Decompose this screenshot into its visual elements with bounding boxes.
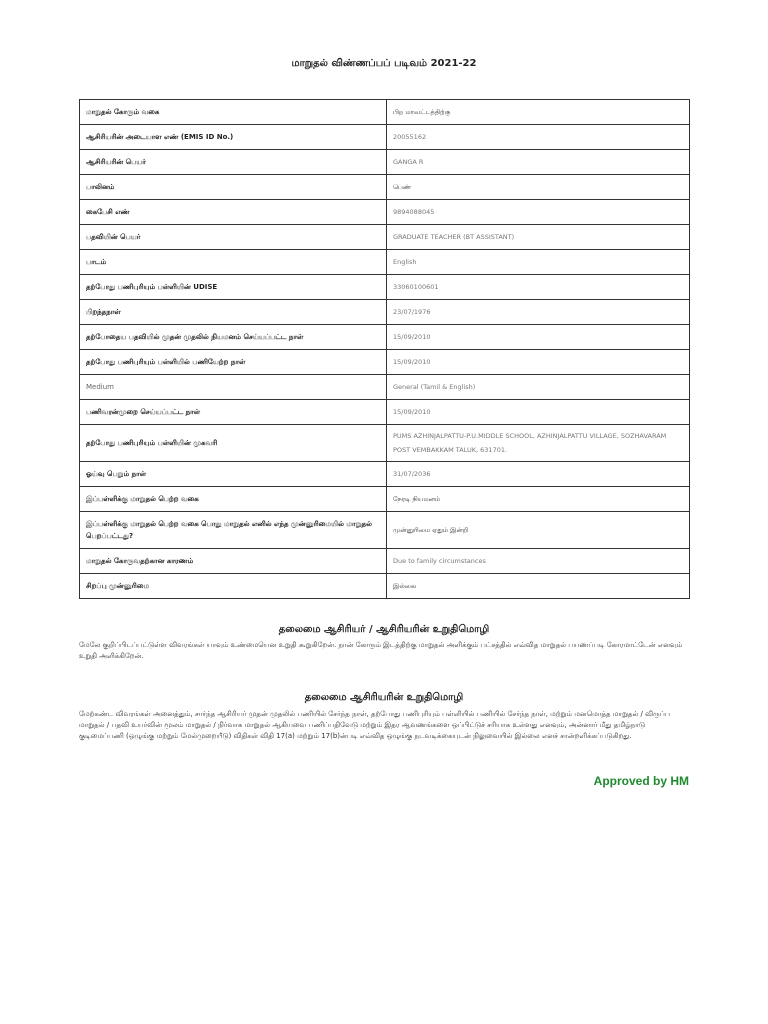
row-value: 23/07/1976 bbox=[387, 300, 690, 325]
row-value: 15/09/2010 bbox=[387, 325, 690, 350]
row-value: 15/09/2010 bbox=[387, 350, 690, 375]
table-row bbox=[80, 462, 690, 487]
row-label: மாறுதல் கோரும் வகை bbox=[80, 100, 387, 125]
row-label: பாடம் bbox=[80, 250, 387, 275]
table-row bbox=[80, 275, 690, 300]
row-value: 31/07/2036 bbox=[387, 462, 690, 487]
row-label: ஓய்வு பெறும் நாள் bbox=[80, 462, 387, 487]
row-value: GANGA R bbox=[387, 150, 690, 175]
row-value: English bbox=[387, 250, 690, 275]
row-value: நேரடி நியமனம் bbox=[387, 487, 690, 512]
row-value: General (Tamil & English) bbox=[387, 375, 690, 400]
table-row bbox=[80, 225, 690, 250]
table-row bbox=[80, 375, 690, 400]
row-label: தற்போது பணிபுரியும் பள்ளியின் UDISE bbox=[80, 275, 387, 300]
table-row bbox=[80, 487, 690, 512]
row-label: பதவியின் பெயர் bbox=[80, 225, 387, 250]
row-value: 9894088045 bbox=[387, 200, 690, 225]
page-title: மாறுதல் விண்ணப்பப் படிவம் 2021-22 bbox=[291, 58, 477, 69]
table-row bbox=[80, 425, 690, 462]
table-row bbox=[80, 350, 690, 375]
row-label: மாறுதல் கோருவதற்கான காரணம் bbox=[80, 549, 387, 574]
row-label: பிறந்தநாள் bbox=[80, 300, 387, 325]
table-row bbox=[80, 574, 690, 599]
table-row bbox=[80, 400, 690, 425]
row-label: Medium bbox=[80, 375, 387, 400]
approval-status: Approved by HM bbox=[593, 774, 689, 788]
table-row bbox=[80, 175, 690, 200]
table-row bbox=[80, 150, 690, 175]
row-label: தற்போது பணிபுரியும் பள்ளியின் முகவரி bbox=[80, 425, 387, 462]
table-row bbox=[80, 325, 690, 350]
row-label: ஆசிரியரின் பெயர் bbox=[80, 150, 387, 175]
table-row bbox=[80, 100, 690, 125]
row-label: சிறப்பு முன்னுரிமை bbox=[80, 574, 387, 599]
row-value: 20055162 bbox=[387, 125, 690, 150]
row-label: இப்பள்ளிக்கு மாறுதல் பெற்ற வகை பொது மாறுதல் எனில் எந்த முன்னுரிமையில் மாறுதல் பெறப்பட்டது? bbox=[80, 512, 387, 549]
row-value: PUMS AZHINJALPATTU-P.U.MIDDLE SCHOOL, AZHINJALPATTU VILLAGE, SOZHAVARAM POST VEMBAKKAM TALUK, 631701. bbox=[387, 425, 690, 462]
hm-declaration-text: மேற்கண்ட விவரங்கள் அனைத்தும், சார்ந்த ஆசிரியர் முதன் முதலில் பணியில் சேர்ந்த நாள், தற்போது பணிபுரியும் பள்ளியில் பணியில் சேர்ந்த நாள், மற்றும் மனமொத்த மாறுதல் / விருப்ப மாறுதல் / பதவி உயர்வின் மூலம் மாறுதல் / நிர்வாக மாறுதல் ஆகியவை பணிப்பதிவேடு மற்றும் இதர ஆவணங்களை ஒப்பிட்டுச் சரியாக உள்ளது எனவும், அன்னார் மீது தமிழ்நாடு குடிமைப்பணி (ஒழுங்கு மற்றும் மேல்முறையீடு) விதிகள் விதி 17(a) மற்றும் 17(b)ன்படி எவ்வித ஒழுங்கு நடவடிக்கையுடன் நிலுவையில் இல்லை எனச் சான்றளிக்கப்படுகிறது. bbox=[79, 710, 670, 740]
row-value: 33060100601 bbox=[387, 275, 690, 300]
teacher-declaration-heading: தலைமை ஆசிரியர் / ஆசிரியரின் உறுதிமொழி bbox=[278, 624, 490, 635]
row-value: 15/09/2010 bbox=[387, 400, 690, 425]
row-label: கைபேசி எண் bbox=[80, 200, 387, 225]
row-label: ஆசிரியரின் அடையாள எண் (EMIS ID No.) bbox=[80, 125, 387, 150]
row-label: இப்பள்ளிக்கு மாறுதல் பெற்ற வகை bbox=[80, 487, 387, 512]
row-value: Due to family circumstances bbox=[387, 549, 690, 574]
row-value: இல்லை bbox=[387, 574, 690, 599]
teacher-declaration-text: மேலே குறிப்பிடப்பட்டுள்ள விவரங்கள் யாவும் உண்மையென உறுதி கூறுகிறேன். நான் கோரும் இடத்திற்கு மாறுதல் அளிக்கும் பட்சத்தில் எவ்வித மாறுதல் பயணப்படி கோரமாட்டேன் எனவும் உறுதி அளிக்கிறேன். bbox=[79, 641, 683, 660]
row-value: பிற மாவட்டத்திற்கு bbox=[387, 100, 690, 125]
table-row bbox=[80, 512, 690, 549]
row-value: பெண் bbox=[387, 175, 690, 200]
row-value: GRADUATE TEACHER (BT ASSISTANT) bbox=[387, 225, 690, 250]
application-table bbox=[79, 99, 690, 599]
row-label: பாலினம் bbox=[80, 175, 387, 200]
table-row bbox=[80, 200, 690, 225]
row-label: தற்போது பணிபுரியும் பள்ளியில் பணியேற்ற நாள் bbox=[80, 350, 387, 375]
table-row bbox=[80, 250, 690, 275]
table-row bbox=[80, 125, 690, 150]
row-value: முன்னுரிமை ஏதும் இன்றி bbox=[387, 512, 690, 549]
row-label: பணிவரன்முறை செய்யப்பட்ட நாள் bbox=[80, 400, 387, 425]
row-label: தற்போதைய பதவியில் முதன் முதலில் நியமனம் செய்யப்பட்ட நாள் bbox=[80, 325, 387, 350]
hm-declaration-heading: தலைமை ஆசிரியரின் உறுதிமொழி bbox=[304, 692, 464, 703]
table-row bbox=[80, 549, 690, 574]
table-row bbox=[80, 300, 690, 325]
